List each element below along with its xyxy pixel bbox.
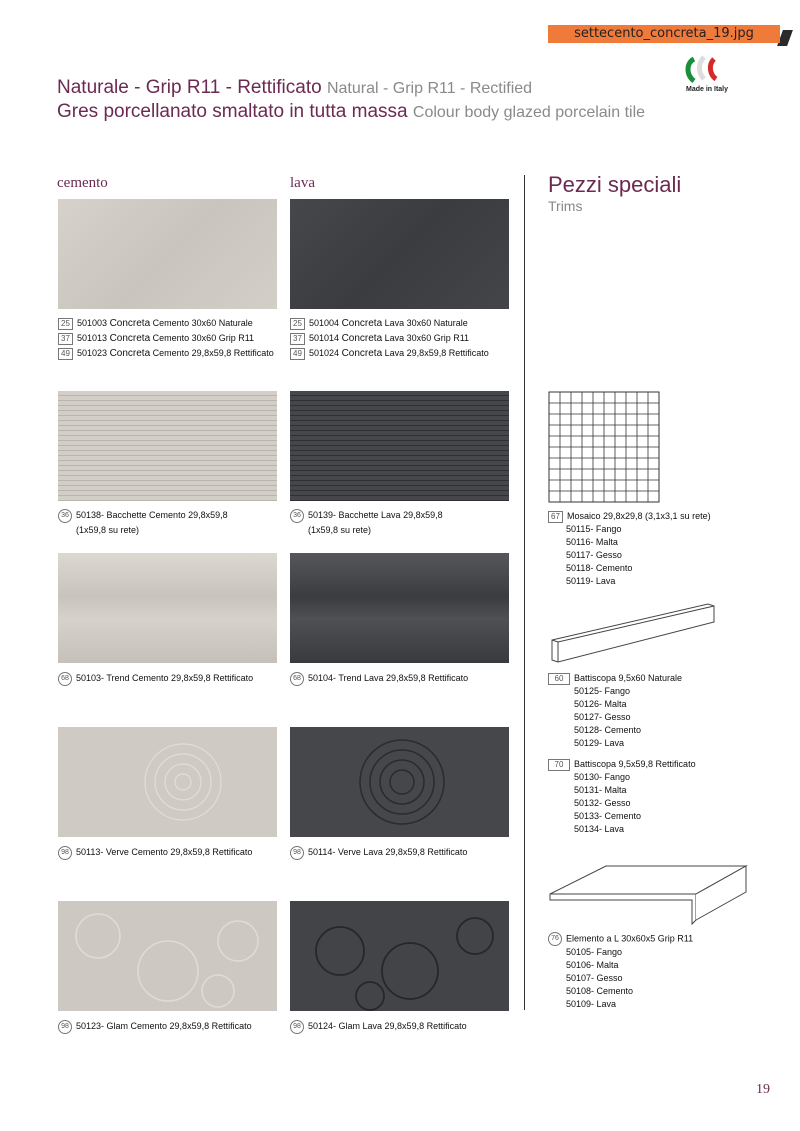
header-line-2 bbox=[57, 101, 645, 123]
specials-title: Pezzi speciali bbox=[548, 172, 682, 197]
tile-trend-lava bbox=[290, 553, 509, 663]
caption-row1-right bbox=[290, 316, 489, 361]
tile-concreta-lava bbox=[290, 199, 509, 309]
caption-row5-left: 98 50123- Glam Cemento 29,8x59,8 Rettificato bbox=[58, 1019, 252, 1034]
tile-bacchette-cemento bbox=[58, 391, 277, 501]
trim-battiscopa-naturale: 60 Battiscopa 9,5x60 Naturale 50125- Fango 50126- Malta 50127- Gesso 50128- Cemento 50129- Lava bbox=[548, 672, 682, 750]
tile-glam-cemento bbox=[58, 901, 277, 1011]
caption-row3-right: 68 50104- Trend Lava 29,8x59,8 Rettificato bbox=[290, 671, 468, 686]
page-number: 19 bbox=[756, 1082, 770, 1097]
made-in-italy-logo bbox=[682, 55, 734, 95]
caption-item: 49 501023 Concreta Cemento 29,8x59,8 Rettificato bbox=[58, 346, 274, 361]
caption-row4-left: 98 50113- Verve Cemento 29,8x59,8 Rettificato bbox=[58, 845, 252, 860]
caption-row3-left: 68 50103- Trend Cemento 29,8x59,8 Rettificato bbox=[58, 671, 253, 686]
caption-item: 25 501004 Concreta Lava 30x60 Naturale bbox=[290, 316, 489, 331]
column-divider bbox=[524, 175, 525, 1010]
header-line-1-it: Naturale - Grip R11 - Rettificato bbox=[57, 77, 322, 98]
l-element-illustration bbox=[546, 864, 750, 933]
tile-concreta-cemento bbox=[58, 199, 277, 309]
caption-row1-left bbox=[58, 316, 274, 361]
header-line-2-en: Colour body glazed porcelain tile bbox=[412, 104, 646, 121]
caption-item: 49 501024 Concreta Lava 29,8x59,8 Rettificato bbox=[290, 346, 489, 361]
header-line-1 bbox=[57, 77, 532, 99]
tile-glam-lava bbox=[290, 901, 509, 1011]
made-in-italy-text: Made in Italy bbox=[686, 86, 729, 93]
header-line-2-it: Gres porcellanato smaltato in tutta massa bbox=[57, 101, 408, 122]
caption-row4-right: 98 50114- Verve Lava 29,8x59,8 Rettificato bbox=[290, 845, 467, 860]
filename-tag: settecento_concreta_19.jpg bbox=[548, 25, 780, 43]
skirting-illustration bbox=[548, 600, 718, 671]
caption-item: 25 501003 Concreta Cemento 30x60 Naturale bbox=[58, 316, 274, 331]
trim-mosaico: 67 Mosaico 29,8x29,8 (3,1x3,1 su rete) 50115- Fango 50116- Malta 50117- Gesso 50118- Cemento 50119- Lava bbox=[548, 510, 711, 588]
caption-item: 37 501014 Concreta Lava 30x60 Grip R11 bbox=[290, 331, 489, 346]
header-line-1-en: Natural - Grip R11 - Rectified bbox=[326, 80, 533, 97]
mosaic-grid-illustration bbox=[548, 391, 660, 508]
tile-trend-cemento bbox=[58, 553, 277, 663]
column-title-cemento: cemento bbox=[57, 175, 108, 191]
caption-row2-right: 36 50139- Bacchette Lava 29,8x59,8 (1x59,8 su rete) bbox=[290, 508, 443, 538]
trim-battiscopa-rettificato: 70 Battiscopa 9,5x59,8 Rettificato 50130- Fango 50131- Malta 50132- Gesso 50133- Cemento 50134- Lava bbox=[548, 758, 696, 836]
column-title-lava: lava bbox=[290, 175, 315, 191]
caption-row5-right: 98 50124- Glam Lava 29,8x59,8 Rettificato bbox=[290, 1019, 467, 1034]
caption-row2-left: 36 50138- Bacchette Cemento 29,8x59,8 (1x59,8 su rete) bbox=[58, 508, 228, 538]
trim-elemento-l: 76 Elemento a L 30x60x5 Grip R11 50105- Fango 50106- Malta 50107- Gesso 50108- Cemento 50109- Lava bbox=[548, 932, 693, 1011]
specials-subtitle: Trims bbox=[548, 198, 583, 214]
tile-bacchette-lava bbox=[290, 391, 509, 501]
tile-verve-cemento bbox=[58, 727, 277, 837]
tile-verve-lava bbox=[290, 727, 509, 837]
caption-item: 37 501013 Concreta Cemento 30x60 Grip R11 bbox=[58, 331, 274, 346]
